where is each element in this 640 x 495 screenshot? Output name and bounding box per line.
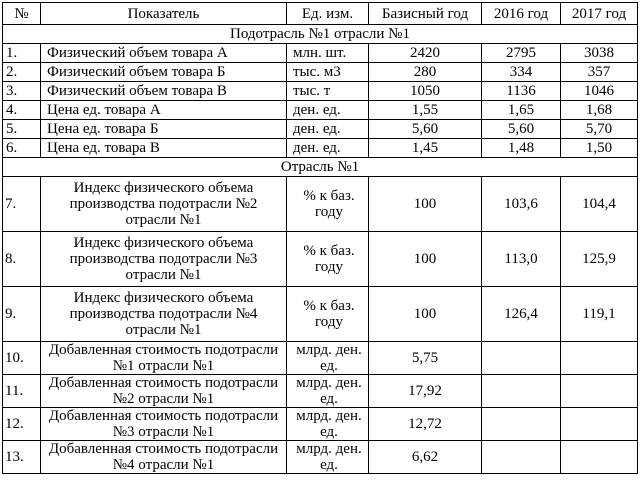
value-2017: 1,50 — [561, 139, 638, 158]
value-2016 — [482, 375, 561, 408]
value-2016 — [482, 441, 561, 474]
base-year-value: 100 — [369, 232, 482, 287]
unit-cell: ден. ед. — [287, 101, 369, 120]
unit-cell: млрд. ден. ед. — [287, 408, 369, 441]
value-2017 — [561, 375, 638, 408]
unit-cell: млрд. ден. ед. — [287, 342, 369, 375]
table-row — [3, 139, 638, 158]
value-2016: 334 — [482, 63, 561, 82]
header-unit: Ед. изм. — [287, 3, 369, 25]
value-2016: 103,6 — [482, 177, 561, 232]
row-number: 8. — [3, 232, 41, 287]
unit-cell: млрд. ден. ед. — [287, 441, 369, 474]
unit-cell: млн. шт. — [287, 44, 369, 63]
base-year-value: 2420 — [369, 44, 482, 63]
base-year-value: 5,75 — [369, 342, 482, 375]
section-row — [3, 25, 638, 44]
row-number: 2. — [3, 63, 41, 82]
row-number: 10. — [3, 342, 41, 375]
value-2016: 2795 — [482, 44, 561, 63]
row-number: 9. — [3, 287, 41, 342]
indicator-name: Физический объем товара А — [41, 44, 287, 63]
table-row — [3, 287, 638, 342]
value-2016 — [482, 408, 561, 441]
unit-cell: ден. ед. — [287, 139, 369, 158]
value-2017: 5,70 — [561, 120, 638, 139]
base-year-value: 6,62 — [369, 441, 482, 474]
row-number: 1. — [3, 44, 41, 63]
indicator-name: Физический объем товара Б — [41, 63, 287, 82]
header-2017: 2017 год — [561, 3, 638, 25]
indicator-name: Индекс физического объема производства подотрасли №4 отрасли №1 — [41, 287, 287, 342]
value-2017: 125,9 — [561, 232, 638, 287]
table-row — [3, 375, 638, 408]
header-row — [3, 3, 638, 25]
base-year-value: 1,45 — [369, 139, 482, 158]
base-year-value: 100 — [369, 287, 482, 342]
base-year-value: 1050 — [369, 82, 482, 101]
header-indicator: Показатель — [41, 3, 287, 25]
unit-cell: ден. ед. — [287, 120, 369, 139]
value-2016: 1,48 — [482, 139, 561, 158]
value-2016: 126,4 — [482, 287, 561, 342]
table-row — [3, 177, 638, 232]
table-row — [3, 408, 638, 441]
value-2016: 1,65 — [482, 101, 561, 120]
row-number: 11. — [3, 375, 41, 408]
indicator-name: Добавленная стоимость подотрасли №4 отрасли №1 — [41, 441, 287, 474]
row-number: 4. — [3, 101, 41, 120]
header-base-year: Базисный год — [369, 3, 482, 25]
header-num: № — [3, 3, 41, 25]
table-row — [3, 232, 638, 287]
table-row — [3, 441, 638, 474]
indicator-name: Добавленная стоимость подотрасли №1 отрасли №1 — [41, 342, 287, 375]
indicators-table — [2, 2, 638, 474]
base-year-value: 100 — [369, 177, 482, 232]
section-row — [3, 158, 638, 177]
value-2016 — [482, 342, 561, 375]
indicator-name: Цена ед. товара А — [41, 101, 287, 120]
table-row — [3, 101, 638, 120]
row-number: 7. — [3, 177, 41, 232]
value-2017 — [561, 408, 638, 441]
indicator-name: Добавленная стоимость подотрасли №3 отрасли №1 — [41, 408, 287, 441]
unit-cell: тыс. т — [287, 82, 369, 101]
unit-cell: % к баз. году — [287, 232, 369, 287]
section-title: Подотрасль №1 отрасли №1 — [3, 25, 638, 44]
table-row — [3, 120, 638, 139]
row-number: 6. — [3, 139, 41, 158]
base-year-value: 5,60 — [369, 120, 482, 139]
unit-cell: % к баз. году — [287, 287, 369, 342]
indicator-name: Добавленная стоимость подотрасли №2 отрасли №1 — [41, 375, 287, 408]
row-number: 13. — [3, 441, 41, 474]
indicator-name: Индекс физического объема производства подотрасли №2 отрасли №1 — [41, 177, 287, 232]
value-2017: 119,1 — [561, 287, 638, 342]
header-2016: 2016 год — [482, 3, 561, 25]
unit-cell: млрд. ден. ед. — [287, 375, 369, 408]
table-row — [3, 342, 638, 375]
value-2016: 113,0 — [482, 232, 561, 287]
base-year-value: 17,92 — [369, 375, 482, 408]
value-2017: 1046 — [561, 82, 638, 101]
indicator-name: Индекс физического объема производства подотрасли №3 отрасли №1 — [41, 232, 287, 287]
value-2017 — [561, 441, 638, 474]
row-number: 12. — [3, 408, 41, 441]
table-row — [3, 44, 638, 63]
value-2017: 357 — [561, 63, 638, 82]
indicator-name: Физический объем товара В — [41, 82, 287, 101]
section-title: Отрасль №1 — [3, 158, 638, 177]
table-row — [3, 82, 638, 101]
unit-cell: % к баз. году — [287, 177, 369, 232]
value-2016: 5,60 — [482, 120, 561, 139]
row-number: 3. — [3, 82, 41, 101]
value-2017: 3038 — [561, 44, 638, 63]
base-year-value: 1,55 — [369, 101, 482, 120]
indicator-name: Цена ед. товара В — [41, 139, 287, 158]
value-2017: 1,68 — [561, 101, 638, 120]
value-2017 — [561, 342, 638, 375]
value-2016: 1136 — [482, 82, 561, 101]
value-2017: 104,4 — [561, 177, 638, 232]
table-row — [3, 63, 638, 82]
row-number: 5. — [3, 120, 41, 139]
base-year-value: 280 — [369, 63, 482, 82]
unit-cell: тыс. м3 — [287, 63, 369, 82]
indicator-name: Цена ед. товара Б — [41, 120, 287, 139]
base-year-value: 12,72 — [369, 408, 482, 441]
